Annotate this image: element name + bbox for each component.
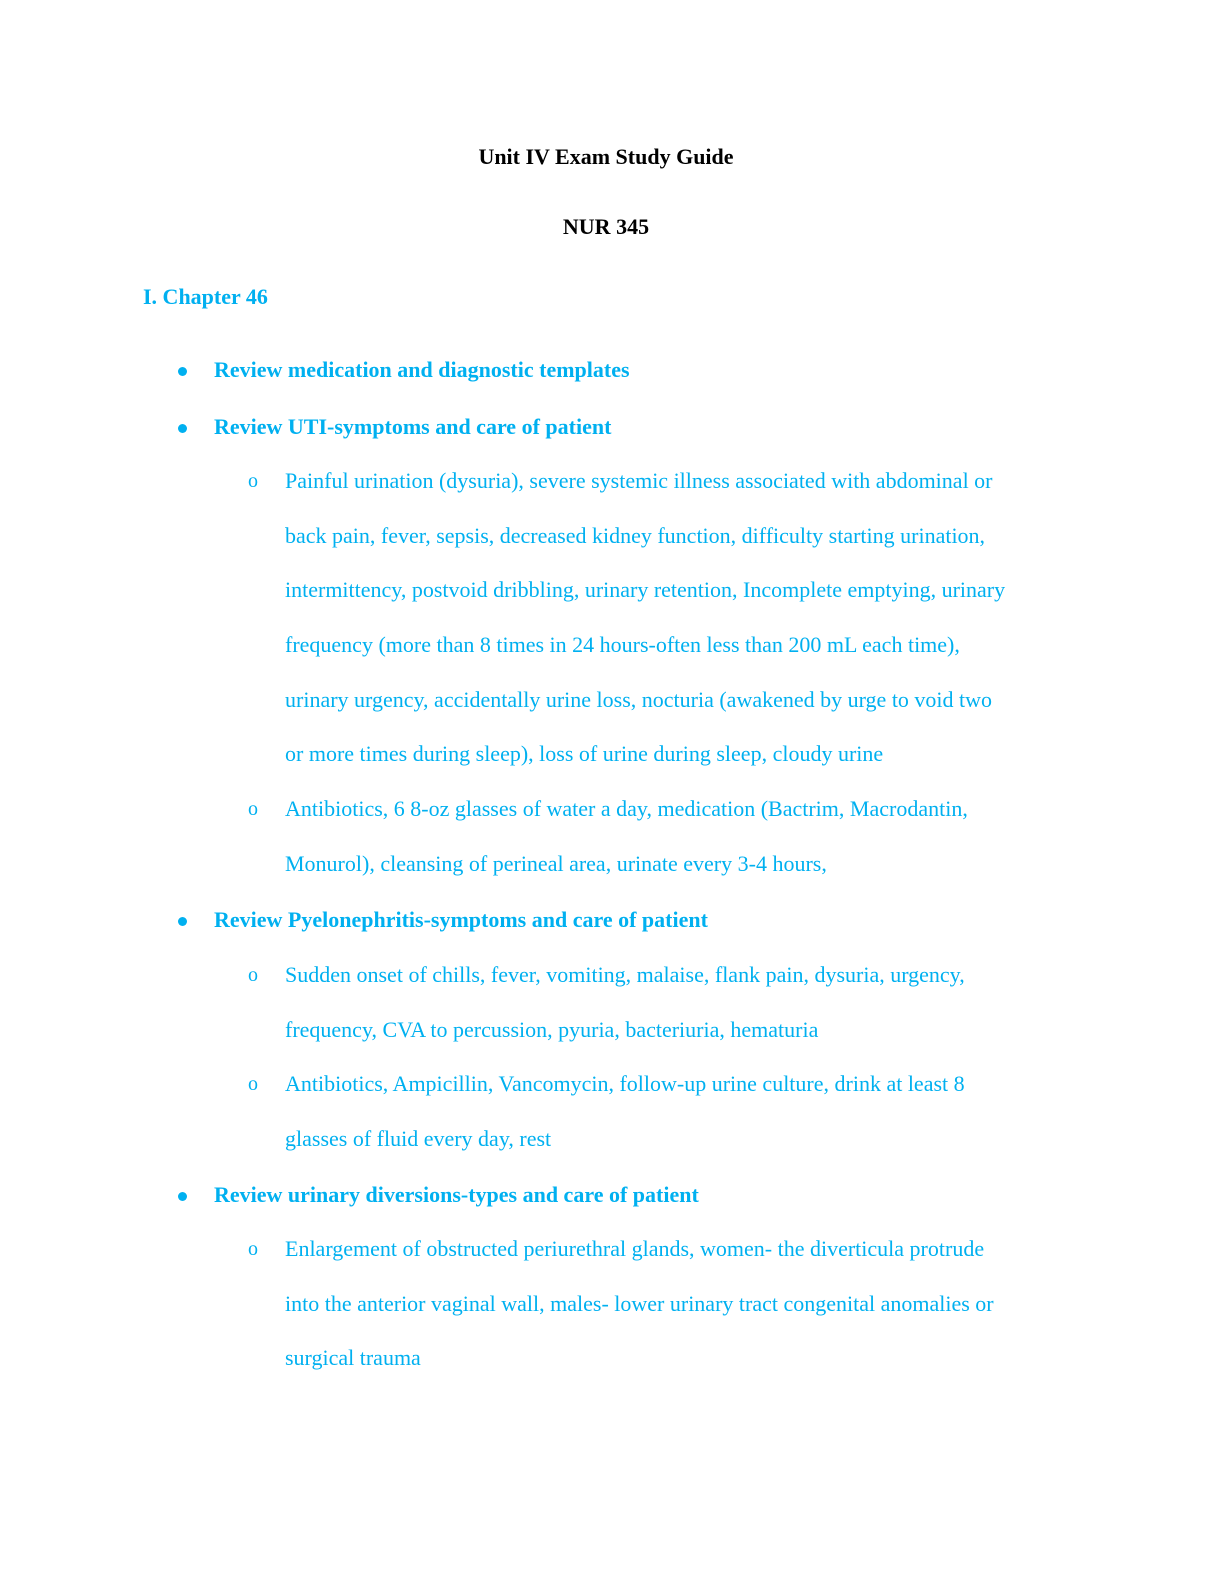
- bullet-dot-icon: [178, 424, 187, 433]
- text-line: into the anterior vaginal wall, males- lower urinary tract congenital anomalies or: [285, 1290, 994, 1316]
- sub-item-text: [285, 468, 1085, 796]
- text-line: Sudden onset of chills, fever, vomiting, malaise, flank pain, dysuria, urgency,: [285, 962, 965, 987]
- text-line: urinary urgency, accidentally urine loss, nocturia (awakened by urge to void two: [285, 686, 993, 712]
- document-title: Unit IV Exam Study Guide: [478, 144, 734, 169]
- circle-marker-icon: o: [248, 964, 258, 986]
- bullet-dot-icon: [178, 1192, 187, 1201]
- text-line: surgical trauma: [285, 1345, 421, 1371]
- circle-marker-icon: o: [248, 798, 258, 820]
- text-line: Antibiotics, Ampicillin, Vancomycin, follow-up urine culture, drink at least 8: [285, 1071, 965, 1096]
- sub-item-text: [285, 796, 1085, 905]
- bullet-dot-icon: [178, 367, 187, 376]
- text-line: Monurol), cleansing of perineal area, urinate every 3-4 hours,: [285, 850, 827, 876]
- text-line: glasses of fluid every day, rest: [285, 1125, 552, 1151]
- circle-marker-icon: o: [248, 1238, 258, 1260]
- text-line: Enlargement of obstructed periurethral glands, women- the diverticula protrude: [285, 1236, 985, 1261]
- sub-item-text: [285, 1236, 1085, 1400]
- circle-marker-icon: o: [248, 1073, 258, 1095]
- bullet-text: Review urinary diversions-types and care of patient: [214, 1182, 699, 1207]
- course-code: NUR 345: [562, 214, 650, 239]
- sub-item-text: [285, 962, 1085, 1071]
- section-heading: I. Chapter 46: [143, 284, 268, 309]
- circle-marker-icon: o: [248, 470, 258, 492]
- bullet-text: Review UTI-symptoms and care of patient: [214, 414, 612, 439]
- text-line: frequency (more than 8 times in 24 hours-often less than 200 mL each time),: [285, 632, 960, 658]
- text-line: Painful urination (dysuria), severe systemic illness associated with abdominal or: [285, 468, 993, 493]
- text-line: Antibiotics, 6 8-oz glasses of water a day, medication (Bactrim, Macrodantin,: [285, 796, 968, 821]
- text-line: back pain, fever, sepsis, decreased kidney function, difficulty starting urination,: [285, 522, 986, 548]
- bullet-text: Review medication and diagnostic templates: [214, 357, 630, 382]
- bullet-text: Review Pyelonephritis-symptoms and care of patient: [214, 907, 708, 932]
- sub-item-text: [285, 1071, 1085, 1180]
- text-line: frequency, CVA to percussion, pyuria, bacteriuria, hematuria: [285, 1016, 819, 1042]
- text-line: or more times during sleep), loss of urine during sleep, cloudy urine: [285, 741, 884, 767]
- bullet-dot-icon: [178, 917, 187, 926]
- text-line: intermittency, postvoid dribbling, urinary retention, Incomplete emptying, urinary: [285, 577, 1006, 603]
